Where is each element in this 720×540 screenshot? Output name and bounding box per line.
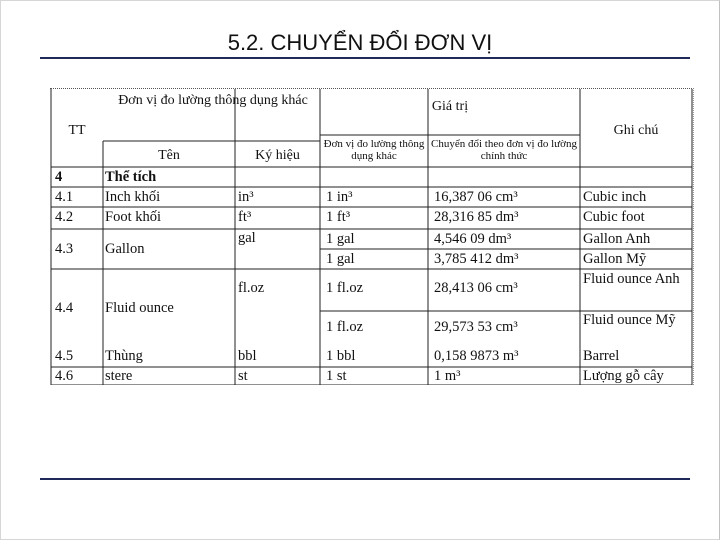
row-4-5-value-other: 1 bbl bbox=[326, 348, 356, 364]
row-4-3-value-other: 1 gal bbox=[326, 231, 355, 247]
header-name: Tên bbox=[158, 148, 180, 163]
slide-title: 5.2. CHUYỂN ĐỔI ĐƠN VỊ bbox=[227, 30, 493, 55]
row-4-3-name: Gallon bbox=[105, 241, 145, 257]
title-underline bbox=[40, 57, 690, 59]
section-tt: 4 bbox=[55, 169, 63, 185]
header-unit-group: Đơn vị đo lường thông dụng khác bbox=[118, 93, 308, 108]
row-4-6-value-other: 1 st bbox=[326, 368, 347, 384]
row-4-5-tt: 4.5 bbox=[55, 348, 74, 364]
row-4-4-value-official: 28,413 06 cm³ bbox=[434, 280, 518, 296]
row-4-2-tt: 4.2 bbox=[55, 209, 74, 225]
row-4-3-note: Gallon Anh bbox=[583, 231, 651, 247]
row-4-4-value-other-2: 1 fl.oz bbox=[326, 319, 364, 335]
row-4-4-note-2: Fluid ounce Mỹ bbox=[583, 312, 676, 328]
conversion-table bbox=[50, 88, 694, 385]
row-4-4-note: Fluid ounce Anh bbox=[583, 271, 680, 287]
row-4-5-symbol: bbl bbox=[238, 348, 257, 364]
footer-rule bbox=[40, 478, 690, 480]
header-value-group: Giá trị bbox=[431, 99, 469, 114]
row-4-3-symbol: gal bbox=[238, 230, 256, 246]
row-4-3-value-official-2: 3,785 412 dm³ bbox=[434, 251, 519, 267]
row-4-2-name: Foot khối bbox=[105, 209, 161, 225]
section-name: Thể tích bbox=[105, 169, 157, 185]
row-4-2-symbol: ft³ bbox=[238, 209, 252, 225]
row-4-1-note: Cubic inch bbox=[583, 189, 647, 205]
row-4-3-note-2: Gallon Mỹ bbox=[583, 251, 647, 267]
row-4-4-name: Fluid ounce bbox=[105, 300, 174, 316]
row-4-3-tt: 4.3 bbox=[55, 241, 74, 257]
row-4-2-value-other: 1 ft³ bbox=[326, 209, 351, 225]
header-symbol: Ký hiệu bbox=[255, 148, 300, 163]
header-value-other: Đơn vị đo lường thông dụng khác bbox=[323, 138, 425, 162]
row-4-1-tt: 4.1 bbox=[55, 189, 74, 205]
row-4-6-name: stere bbox=[105, 368, 133, 384]
header-value-official: Chuyển đổi theo đơn vị đo lường chính thức bbox=[431, 138, 577, 162]
row-4-1-value-other: 1 in³ bbox=[326, 189, 353, 205]
row-4-4-value-other: 1 fl.oz bbox=[326, 280, 364, 296]
row-4-5-value-official: 0,158 9873 m³ bbox=[434, 348, 519, 364]
row-4-1-value-official: 16,387 06 cm³ bbox=[434, 189, 518, 205]
row-4-3-value-other-2: 1 gal bbox=[326, 251, 355, 267]
header-note: Ghi chú bbox=[613, 123, 659, 138]
row-4-6-symbol: st bbox=[238, 368, 248, 384]
header-tt: TT bbox=[68, 123, 86, 138]
row-4-1-name: Inch khối bbox=[105, 189, 161, 205]
row-4-4-symbol: fl.oz bbox=[238, 280, 265, 296]
row-4-2-note: Cubic foot bbox=[583, 209, 645, 225]
row-4-6-value-official: 1 m³ bbox=[434, 368, 461, 384]
row-4-6-tt: 4.6 bbox=[55, 368, 74, 384]
row-4-5-note: Barrel bbox=[583, 348, 620, 364]
row-4-3-value-official: 4,546 09 dm³ bbox=[434, 231, 512, 247]
row-4-4-value-official-2: 29,573 53 cm³ bbox=[434, 319, 518, 335]
row-4-6-note: Lượng gỗ cây bbox=[583, 368, 664, 384]
row-4-2-value-official: 28,316 85 dm³ bbox=[434, 209, 519, 225]
row-4-1-symbol: in³ bbox=[238, 189, 254, 205]
row-4-5-name: Thùng bbox=[105, 348, 143, 364]
row-4-4-tt: 4.4 bbox=[55, 300, 74, 316]
